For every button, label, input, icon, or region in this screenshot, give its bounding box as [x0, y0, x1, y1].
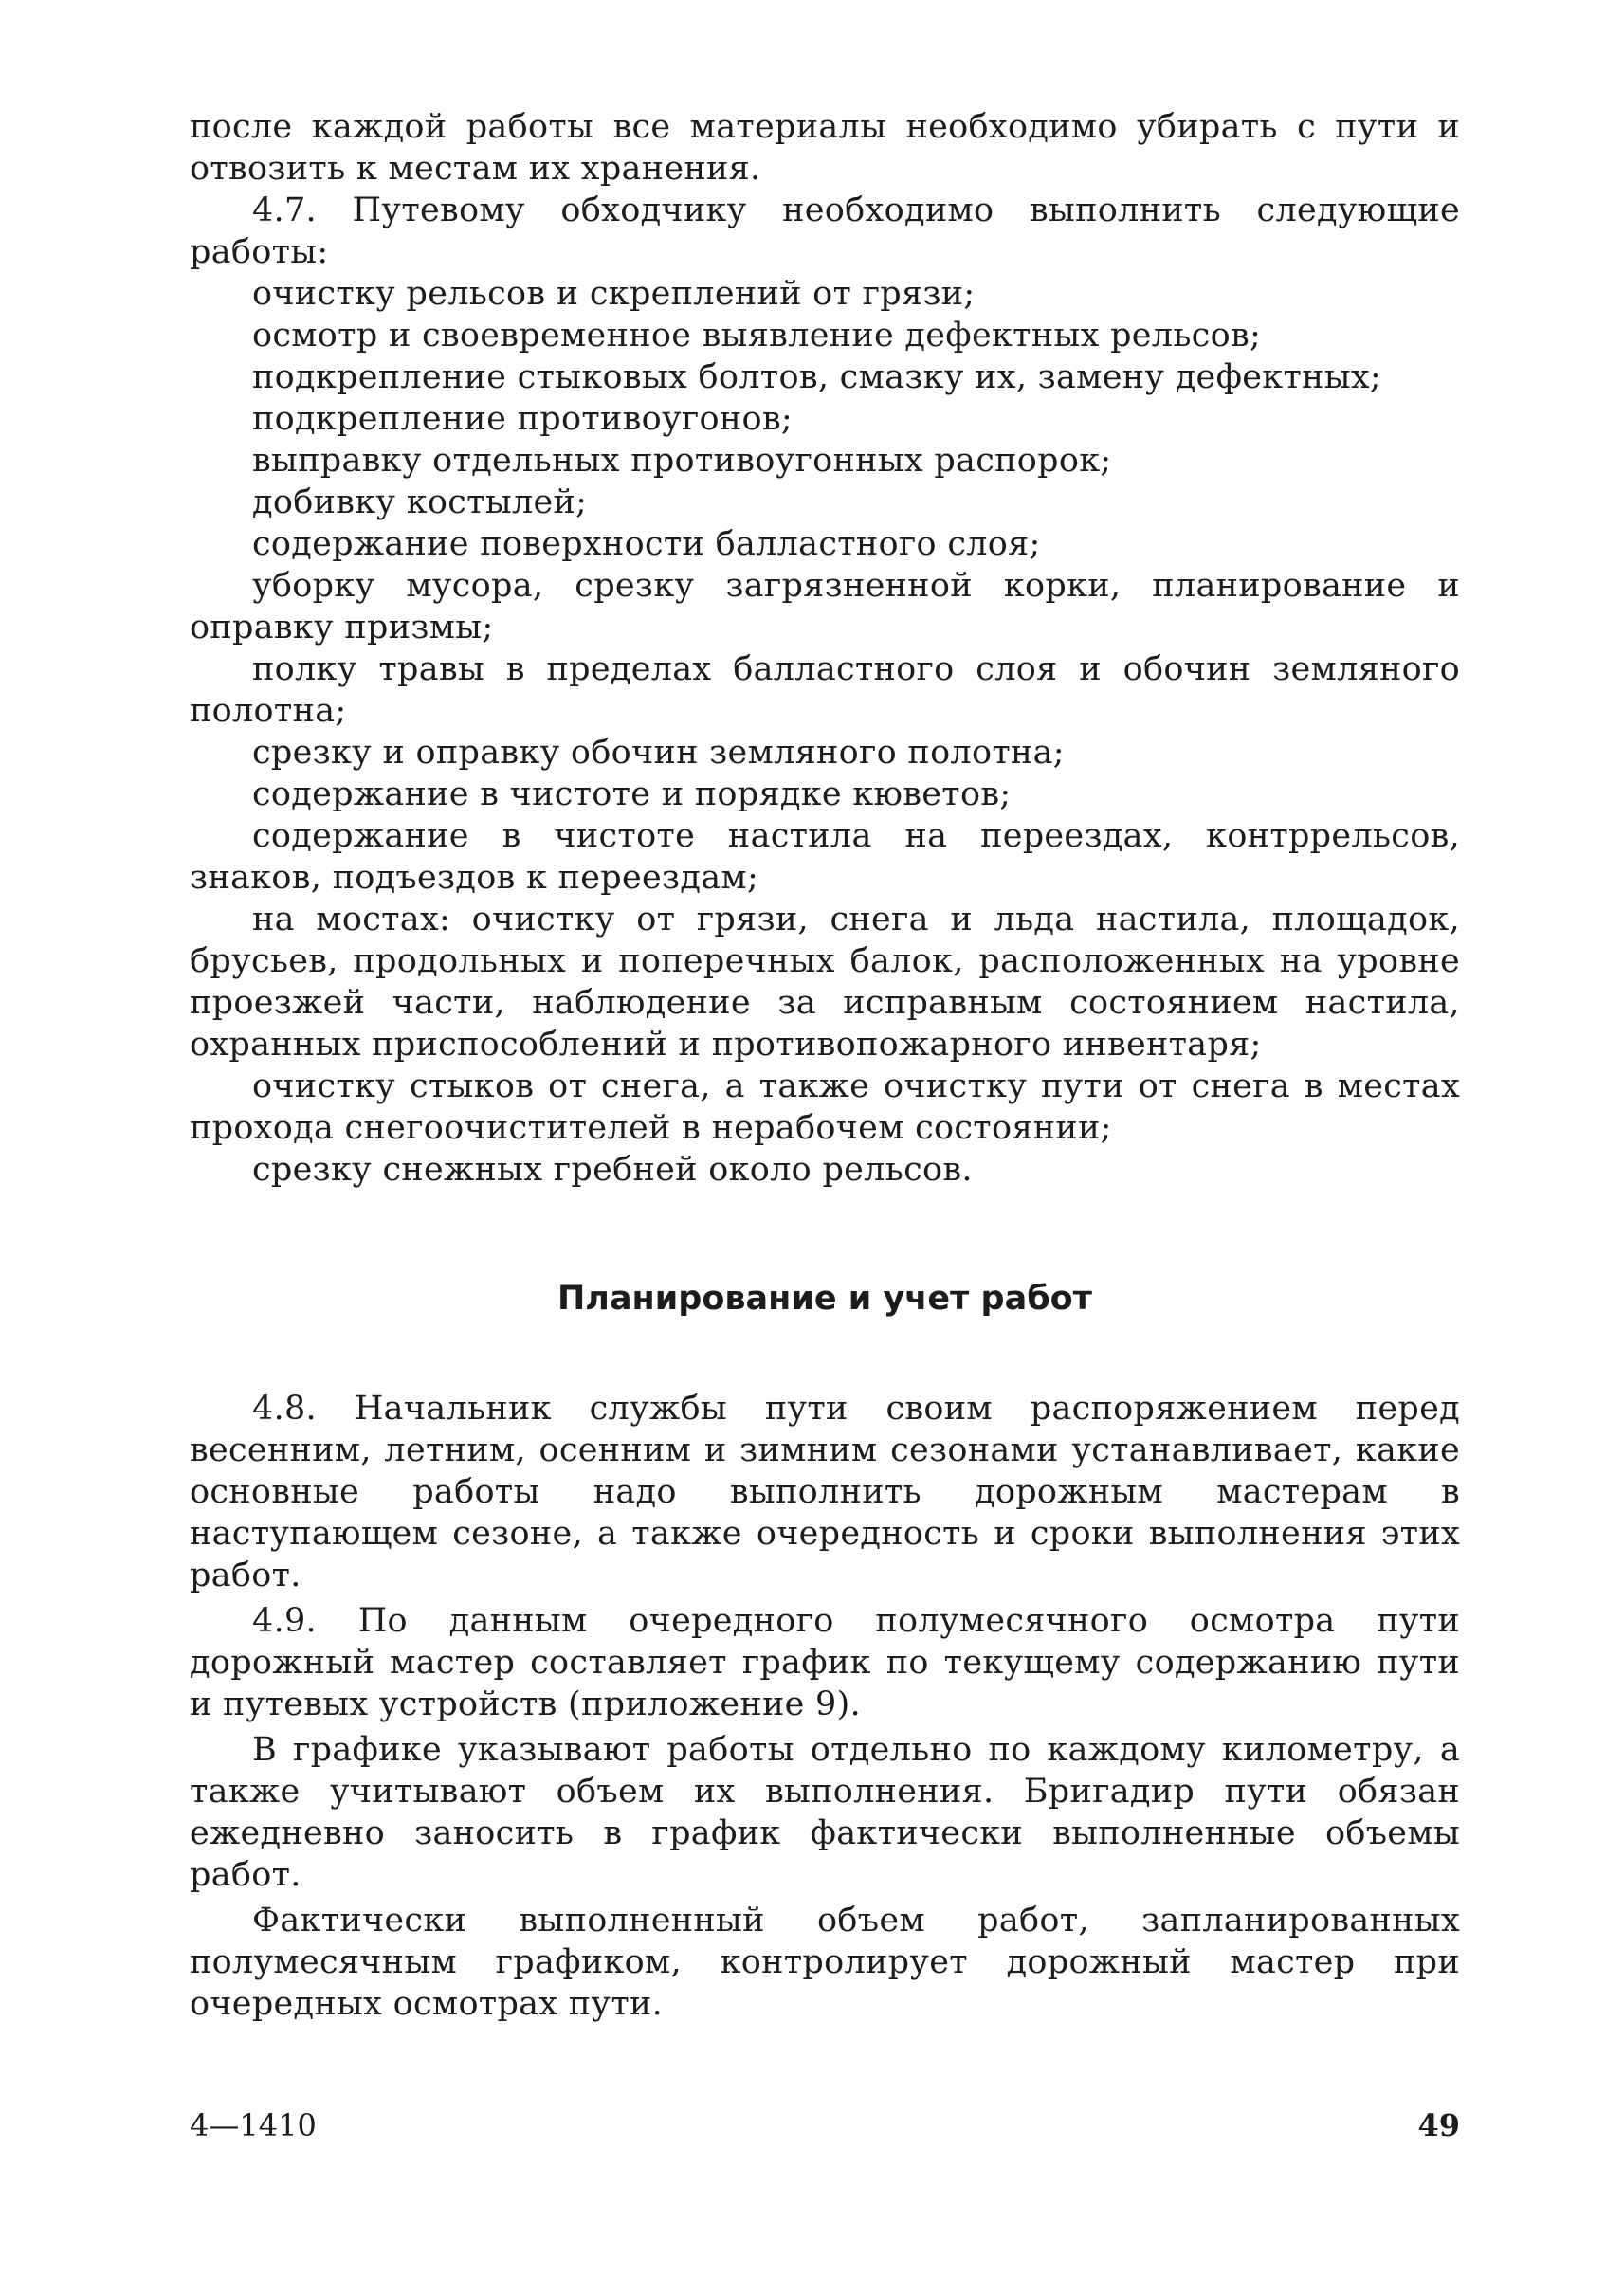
- section-4-7-intro: 4.7. Путевому обходчику необходимо выполнить следующие работы:: [190, 191, 1460, 271]
- list-item: срезку и оправку обочин земляного полотна;: [252, 734, 1065, 772]
- list-item: срезку снежных гребней около рельсов.: [252, 1151, 973, 1189]
- list-item: осмотр и своевременное выявление дефектных рельсов;: [252, 317, 1262, 355]
- page-number: 49: [1417, 2107, 1460, 2143]
- paragraph-4-8: 4.8. Начальник службы пути своим распоряжением перед весенним, летним, осенним и зимним сезонами устанавливает, какие основные работы надо выполнить дорожным мастерам в наступающем сезоне, а также очередность и сроки выполнения этих работ.: [190, 1390, 1460, 1594]
- continued-paragraph: после каждой работы все материалы необходимо убирать с пути и отвозить к местам их хранения.: [190, 108, 1460, 188]
- list-item: полку травы в пределах балластного слоя и обочин земляного полотна;: [190, 650, 1460, 730]
- page-footer: [190, 2106, 1460, 2144]
- spacer: [190, 1191, 1460, 1278]
- list-item: добивку костылей;: [252, 483, 588, 521]
- list-item: очистку рельсов и скреплений от грязи;: [252, 275, 976, 313]
- work-list: [190, 273, 1460, 1191]
- list-item: содержание поверхности балластного слоя;: [252, 525, 1041, 563]
- list-item: содержание в чистоте настила на переездах, контррельсов, знаков, подъездов к переездам;: [190, 817, 1460, 897]
- signature-mark: 4—1410: [190, 2107, 317, 2143]
- list-item: уборку мусора, срезку загрязненной корки, планирование и оправку призмы;: [190, 567, 1460, 647]
- page-body: [190, 106, 1460, 2025]
- paragraph-control: Фактически выполненный объем работ, запланированных полумесячным графиком, контролирует дорожный мастер при очередных осмотрах пути.: [190, 1902, 1460, 2023]
- section-heading: Планирование и учет работ: [557, 1280, 1092, 1318]
- list-item: выправку отдельных противоугонных распорок;: [252, 442, 1112, 480]
- list-item: очистку стыков от снега, а также очистку пути от снега в местах прохода снегоочистителей в нерабочем состоянии;: [190, 1067, 1460, 1147]
- paragraph-4-9: 4.9. По данным очередного полумесячного осмотра пути дорожный мастер составляет график по текущему содержанию пути и путевых устройств (приложение 9).: [190, 1602, 1460, 1723]
- paragraph-schedule: В графике указывают работы отдельно по каждому километру, а также учитывают объем их выполнения. Бригадир пути обязан ежедневно заносить в график фактически выполненные объемы работ.: [190, 1731, 1460, 1894]
- list-item: подкрепление стыковых болтов, смазку их, замену дефектных;: [252, 358, 1382, 396]
- list-item: содержание в чистоте и порядке кюветов;: [252, 775, 1012, 813]
- list-item: подкрепление противоугонов;: [252, 400, 793, 438]
- spacer: [190, 1320, 1460, 1388]
- list-item: на мостах: очистку от грязи, снега и льда настила, площадок, брусьев, продольных и поперечных балок, расположенных на уровне проезжей части, наблюдение за исправным состоянием настила, охранных приспособлений и противопожарного инвентаря;: [190, 901, 1460, 1064]
